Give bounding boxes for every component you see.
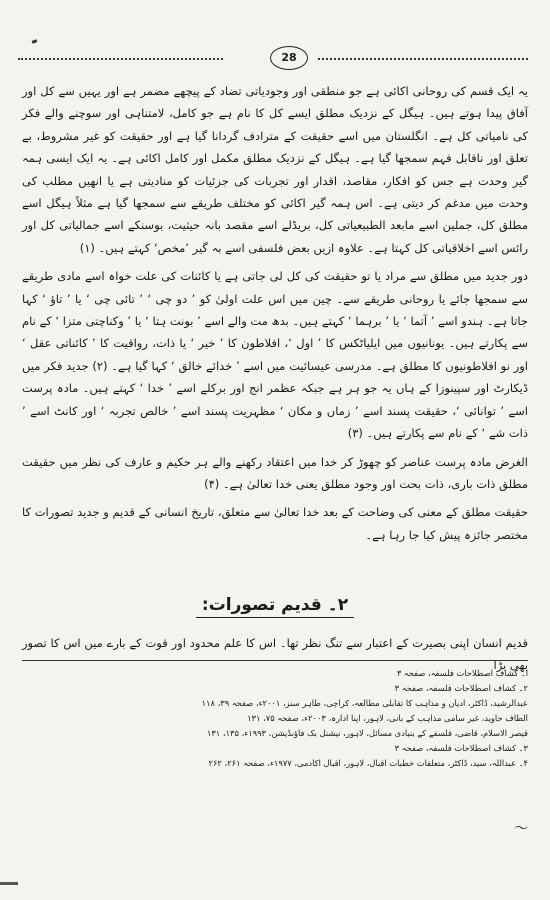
body-text bbox=[22, 80, 528, 552]
paragraph-2: دور جدید میں مطلق سے مراد یا تو حقیقت کی کل لی جاتی ہے یا کائنات کی علت خواہ اسے مادی طریقے سے سمجھا جائے یا روحانی طریقے سے۔ چین میں اس علت اولیٰ کو ’ دو چی ‘ ’ تائی چی ‘ یا ’ تاؤ ‘ کہا جاتا ہے۔ ہندو اسے ’ آتما ‘ یا ’ برہما ‘ کہتے ہیں۔ بدھ مت والے اسے ’ بونت ہتا ‘ یا ’ وکناچتی متزا ‘ کے نام سے پکارتے ہیں۔ یونانیوں میں ایلیاٹکس کا ’ اول ‘، افلاطون کا ’ خیر ‘ یا ذات، رواقیت کا ’ کائناتی عقل ‘ اور نو افلاطونیوں کا مطلق ہے۔ مدرسی عیسائیت میں اسے ’ خدائے خالق ‘ کہا گیا ہے۔ (۲) جدید فکر میں ڈیکارٹ اور سپینوزا کے ہاں یہ جو ہر ہے جبکہ عظمر انج اور برکلے اسے ’ خدا ‘ کہتے ہیں۔ مادہ پرست اسے ’ توانائی ‘، حقیقت پسند اسے ’ زماں و مکان ‘ مظہریت پسند اسے ’ خالص تجربہ ‘ اور کانٹ اسے ’ ذات شے ‘ کے نام سے پکارتے ہیں۔ (۳) bbox=[22, 269, 528, 441]
footnote-item: قیصر الاسلام، قاضی، فلسفے کے بنیادی مسائل، لاہور، نیشنل بک فاؤنڈیشن، ۱۹۹۳ء، ۱۳۵، ۱۳۱ bbox=[206, 728, 528, 738]
page-number: 28 bbox=[270, 46, 308, 70]
footnote-item: ۲۔ کشاف اصطلاحات فلسفہ، صفحہ ۳ bbox=[394, 683, 528, 693]
paragraph-4: حقیقت مطلق کے معنی کی وضاحت کے بعد خدا تعالیٰ سے متعلق، تاریخ انسانی کے قدیم و جدید تصورات کا مختصر جائزہ پیش کیا جا رہا ہے۔ bbox=[22, 505, 528, 542]
scan-mark: 〜 bbox=[514, 821, 528, 837]
header-dotted-rule-right bbox=[318, 58, 528, 60]
scan-edge-mark bbox=[0, 882, 18, 885]
footnote-separator bbox=[22, 660, 528, 661]
footnote-item: ۴۔ عبداللہ، سید، ڈاکٹر، متعلقات خطبات اقبال، لاہور، اقبال اکادمی، ۱۹۷۷ء، صفحہ ۲۶۱، ۲۶۲ bbox=[208, 758, 528, 768]
footnote-item: ا۔ کشاف اصطلاحات فلسفہ، صفحہ ۳ bbox=[396, 668, 528, 678]
scan-speck bbox=[32, 39, 38, 44]
footnote-item: الطاف جاوید، غیر سامی مذاہب کے بانی، لاہور، اپنا ادارہ، ۲۰۰۳ء، صفحہ ۷۵، ۱۳۱ bbox=[247, 713, 528, 723]
page-header bbox=[18, 46, 528, 72]
closing-line: قدیم انسان اپنی بصیرت کے اعتبار سے تنگ نظر تھا۔ اس کا علم محدود اور قوت کے بارے میں اس کا تصور بھی بڑا bbox=[22, 636, 528, 672]
paragraph-1: یہ ایک قسم کی روحانی اکائی ہے جو منطقی اور وجودیاتی تضاد کے پیچھے مضمر ہے اور یہیں سے کل اور آفاق پیدا ہوتے ہیں۔ ہیگل کے نزدیک مطلق ایسے کل کا نام ہے جو کامل، لامتناہی اور سوچنے والے فکر کی نامیاتی کل ہے۔ انگلستان میں اسے حقیقت کے مترادف گردانا گیا ہے اور حقیقت کو غیر مشروط، بے تعلق اور ناقابل فہم سمجھا گیا ہے۔ ہیگل کے نزدیک مطلق مکمل اور کامل اکائی ہے۔ یہ ایک ایسی ہمہ گیر وحدت ہے جس کو افکار، مقاصد، اقدار اور تجربات کی جزئیات کو منادیتی ہے یا انھیں مطلب کی وحدت میں مدغم کر دیتی ہے۔ اس ہمہ گیر اکائی کو مختلف طریقے سے سمجھا گیا ہے مثلاً ہیگل اسے مطلق کل، جملین اسے مابعد الطبیعیاتی کل، بریڈلے اسے مقصد بانہ حیثیت، بوسنکے اسے جمالیاتی کل اور رائس اسے اخلاقیاتی کل کہتا ہے۔ علاوہ ازیں بعض فلسفی اسے بہ گیر ’مخص‘ کہتے ہیں۔ (۱) bbox=[22, 84, 528, 255]
footnote-item: عبدالرشید، ڈاکٹر، ادیان و مذاہب کا تقابلی مطالعہ، کراچی، طاہر سنز، ۲۰۰۱ء، صفحہ ۳۹، ۱۱۸ bbox=[201, 698, 528, 708]
footnote-item: ۳۔ کشاف اصطلاحات فلسفہ، صفحہ ۳ bbox=[394, 743, 528, 753]
section-heading-text: ۲۔ قدیم تصورات: bbox=[196, 595, 354, 618]
section-heading bbox=[0, 594, 550, 615]
footnotes bbox=[22, 666, 528, 771]
paragraph-3: الغرض مادہ پرست عناصر کو چھوڑ کر خدا میں اعتقاد رکھنے والے ہر حکیم و عارف کی نظر میں حقیقت مطلق ذات باری، ذات بحت اور وجود مطلق یعنی خدا تعالیٰ ہے۔ (۴) bbox=[22, 454, 528, 491]
header-dotted-rule-left bbox=[18, 58, 223, 60]
